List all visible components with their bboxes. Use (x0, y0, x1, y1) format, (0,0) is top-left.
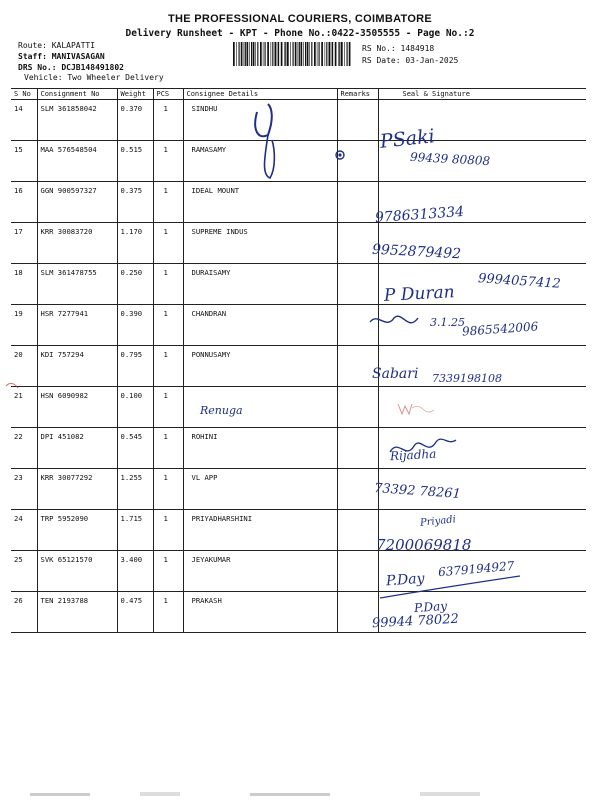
cell-weight: 0.795 (117, 346, 153, 387)
table-row (11, 428, 586, 469)
cell-pcs: 1 (153, 387, 183, 428)
cell-consignee-name: JEYAKUMAR (183, 551, 337, 592)
barcode-bar (311, 42, 312, 66)
cell-remarks (337, 428, 378, 469)
barcode-bar (233, 42, 235, 66)
cell-sno: 17 (11, 223, 37, 264)
cell-remarks (337, 305, 378, 346)
barcode-bar (263, 42, 264, 66)
cell-consignee-name: SUPREME INDUS (183, 223, 337, 264)
table-row (11, 387, 586, 428)
barcode-bar (265, 42, 266, 66)
signature-row-24: Priyadi (419, 514, 457, 529)
barcode-bar (298, 42, 299, 66)
barcode-bar (272, 42, 273, 66)
cell-pcs: 1 (153, 141, 183, 182)
cell-consignment-no: TEN 2193788 (37, 592, 117, 633)
cell-consignment-no: SLM 361478755 (37, 264, 117, 305)
barcode-bar (284, 42, 285, 66)
col-weight: Weight (117, 89, 153, 100)
cell-sno: 20 (11, 346, 37, 387)
cell-sno: 24 (11, 510, 37, 551)
cell-pcs: 1 (153, 305, 183, 346)
cell-remarks (337, 141, 378, 182)
barcode-bar (285, 42, 286, 66)
phone-row-18-upper: 9994057412 (477, 271, 562, 292)
cell-pcs: 1 (153, 469, 183, 510)
signature-row-26: P.Day (413, 598, 448, 616)
cell-consignment-no: HSN 6090982 (37, 387, 117, 428)
col-consignee: Consignee Details (183, 89, 337, 100)
barcode-bar (275, 42, 277, 66)
cell-consignee-name: VL APP (183, 469, 337, 510)
rs-date: RS Date: 03-Jan-2025 (362, 56, 459, 65)
cell-weight: 0.250 (117, 264, 153, 305)
vehicle-label: Vehicle: Two Wheeler Delivery (24, 73, 164, 82)
barcode-bar (341, 42, 343, 66)
barcode-bar (255, 42, 256, 66)
date-row-19: 3.1.25 (430, 316, 465, 329)
cell-consignee-name: ROHINI (183, 428, 337, 469)
cell-weight: 3.400 (117, 551, 153, 592)
cell-weight: 1.255 (117, 469, 153, 510)
phone-row-23: 73392 78261 (373, 480, 462, 503)
barcode-bar (299, 42, 300, 66)
cell-sno: 26 (11, 592, 37, 633)
barcode-bar (236, 42, 237, 66)
barcode-bar (247, 42, 249, 66)
barcode-bar (314, 42, 316, 66)
phone-row-17: 9952879492 (371, 241, 462, 263)
barcode-bar (309, 42, 310, 66)
barcode-bar (278, 42, 279, 66)
cell-sno: 25 (11, 551, 37, 592)
cell-weight: 0.100 (117, 387, 153, 428)
cell-pcs: 1 (153, 510, 183, 551)
cell-sno: 16 (11, 182, 37, 223)
barcode-bar (267, 42, 269, 66)
cell-consignee-name: PRAKASH (183, 592, 337, 633)
barcode-bar (241, 42, 243, 66)
cell-consignment-no: GGN 900597327 (37, 182, 117, 223)
cell-consignment-no: SLM 361858042 (37, 100, 117, 141)
cell-consignee-name: DURAISAMY (183, 264, 337, 305)
signature-row-25: P.Day (385, 570, 426, 590)
col-sno: S No (11, 89, 37, 100)
barcode-bar (338, 42, 339, 66)
cell-weight: 0.390 (117, 305, 153, 346)
barcode-bar (332, 42, 333, 66)
phone-row-14: 99439 80808 (409, 149, 491, 169)
cell-weight: 0.515 (117, 141, 153, 182)
cell-consignment-no: KDI 757294 (37, 346, 117, 387)
cell-consignment-no: KRR 30077292 (37, 469, 117, 510)
runsheet-table (11, 88, 586, 633)
cell-sno: 18 (11, 264, 37, 305)
cell-remarks (337, 182, 378, 223)
cell-sno: 21 (11, 387, 37, 428)
runsheet-subtitle: Delivery Runsheet - KPT - Phone No.:0422-3505555 - Page No.:2 (125, 28, 475, 39)
barcode-bar (287, 42, 289, 66)
cell-pcs: 1 (153, 223, 183, 264)
drs-number: DRS No.: DCJB148491802 (18, 63, 124, 72)
cell-remarks (337, 551, 378, 592)
barcode-bar (281, 42, 283, 66)
barcode-bar (339, 42, 340, 66)
cell-signature (378, 387, 586, 428)
cell-consignment-no: MAA 576548504 (37, 141, 117, 182)
cell-consignment-no: HSR 7277941 (37, 305, 117, 346)
signature-row-22: Rijadha (389, 446, 437, 464)
table-row (11, 469, 586, 510)
barcode-bar (277, 42, 278, 66)
barcode-bar (239, 42, 240, 66)
company-title: THE PROFESSIONAL COURIERS, COIMBATORE (167, 13, 433, 25)
cell-sno: 22 (11, 428, 37, 469)
barcode-bar (295, 42, 297, 66)
barcode-bar (331, 42, 332, 66)
cell-consignment-no: TRP 5952090 (37, 510, 117, 551)
barcode-bar (325, 42, 326, 66)
cell-consignee-name: SINDHU (183, 100, 337, 141)
phone-row-20: 7339198108 (432, 372, 502, 385)
table-row (11, 592, 586, 633)
phone-row-26: 99944 78022 (371, 611, 460, 632)
barcode-bar (257, 42, 258, 66)
table-row (11, 223, 586, 264)
barcode-bar (260, 42, 262, 66)
cell-weight: 1.170 (117, 223, 153, 264)
col-pcs: PCS (153, 89, 183, 100)
barcode-bar (271, 42, 272, 66)
cell-consignee-name: PRIYADHARSHINI (183, 510, 337, 551)
cell-weight: 0.375 (117, 182, 153, 223)
barcode-image (233, 42, 351, 66)
barcode-bar (349, 42, 351, 66)
cell-consignment-no: SVK 65121570 (37, 551, 117, 592)
cell-pcs: 1 (153, 100, 183, 141)
cell-weight: 0.545 (117, 428, 153, 469)
cell-remarks (337, 100, 378, 141)
signature-row-20: Sabari (372, 366, 419, 382)
cell-remarks (337, 510, 378, 551)
rs-number: RS No.: 1484918 (362, 44, 435, 53)
barcode-bar (307, 42, 309, 66)
barcode-bar (317, 42, 318, 66)
cell-pcs: 1 (153, 551, 183, 592)
barcode-bar (251, 42, 252, 66)
barcode-bar (303, 42, 304, 66)
cell-sno: 19 (11, 305, 37, 346)
cell-pcs: 1 (153, 428, 183, 469)
barcode-bar (344, 42, 345, 66)
cell-pcs: 1 (153, 592, 183, 633)
cell-consignment-no: KRR 30083720 (37, 223, 117, 264)
cell-pcs: 1 (153, 264, 183, 305)
scan-edge-artifact (0, 790, 600, 800)
cell-consignee-name: RAMASAMY (183, 141, 337, 182)
route-label: Route: KALAPATTI (18, 41, 96, 50)
barcode-bar (347, 42, 348, 66)
cell-sno: 15 (11, 141, 37, 182)
barcode-bar (301, 42, 303, 66)
staff-label: Staff: MANIVASAGAN (18, 52, 105, 61)
cell-pcs: 1 (153, 182, 183, 223)
table-row (11, 182, 586, 223)
barcode-bar (253, 42, 255, 66)
table-row (11, 141, 586, 182)
cell-weight: 0.475 (117, 592, 153, 633)
cell-consignee-name: CHANDRAN (183, 305, 337, 346)
cell-weight: 0.370 (117, 100, 153, 141)
barcode-bar (319, 42, 320, 66)
signature-row-18: P Duran (383, 282, 456, 306)
consignee-row-21-handwritten: Renuga (200, 404, 243, 417)
barcode-bar (335, 42, 337, 66)
barcode-bar (290, 42, 291, 66)
cell-consignee-name: PONNUSAMY (183, 346, 337, 387)
cell-sno: 23 (11, 469, 37, 510)
col-consignment: Consignment No (37, 89, 117, 100)
col-remarks: Remarks (337, 89, 378, 100)
cell-remarks (337, 387, 378, 428)
signature-row-14: PSaki (379, 125, 436, 153)
cell-weight: 1.715 (117, 510, 153, 551)
barcode-bar (326, 42, 327, 66)
barcode-bar (305, 42, 306, 66)
cell-pcs: 1 (153, 346, 183, 387)
phone-row-16: 9786313334 (374, 203, 465, 227)
cell-remarks (337, 469, 378, 510)
col-signature: Seal & Signature (378, 89, 586, 100)
barcode-bar (244, 42, 245, 66)
phone-row-19: 9865542006 (461, 319, 539, 339)
phone-row-25: 6379194927 (437, 558, 515, 580)
barcode-bar (245, 42, 246, 66)
barcode-bar (321, 42, 323, 66)
cell-consignee-name: IDEAL MOUNT (183, 182, 337, 223)
barcode-bar (329, 42, 331, 66)
barcode-bar (293, 42, 294, 66)
table-header-row (11, 89, 586, 100)
table-row (11, 100, 586, 141)
cell-sno: 14 (11, 100, 37, 141)
cell-consignment-no: DPI 451082 (37, 428, 117, 469)
table-row (11, 510, 586, 551)
cell-remarks (337, 264, 378, 305)
phone-row-24: 7200069818 (376, 536, 472, 554)
barcode-bar (249, 42, 250, 66)
